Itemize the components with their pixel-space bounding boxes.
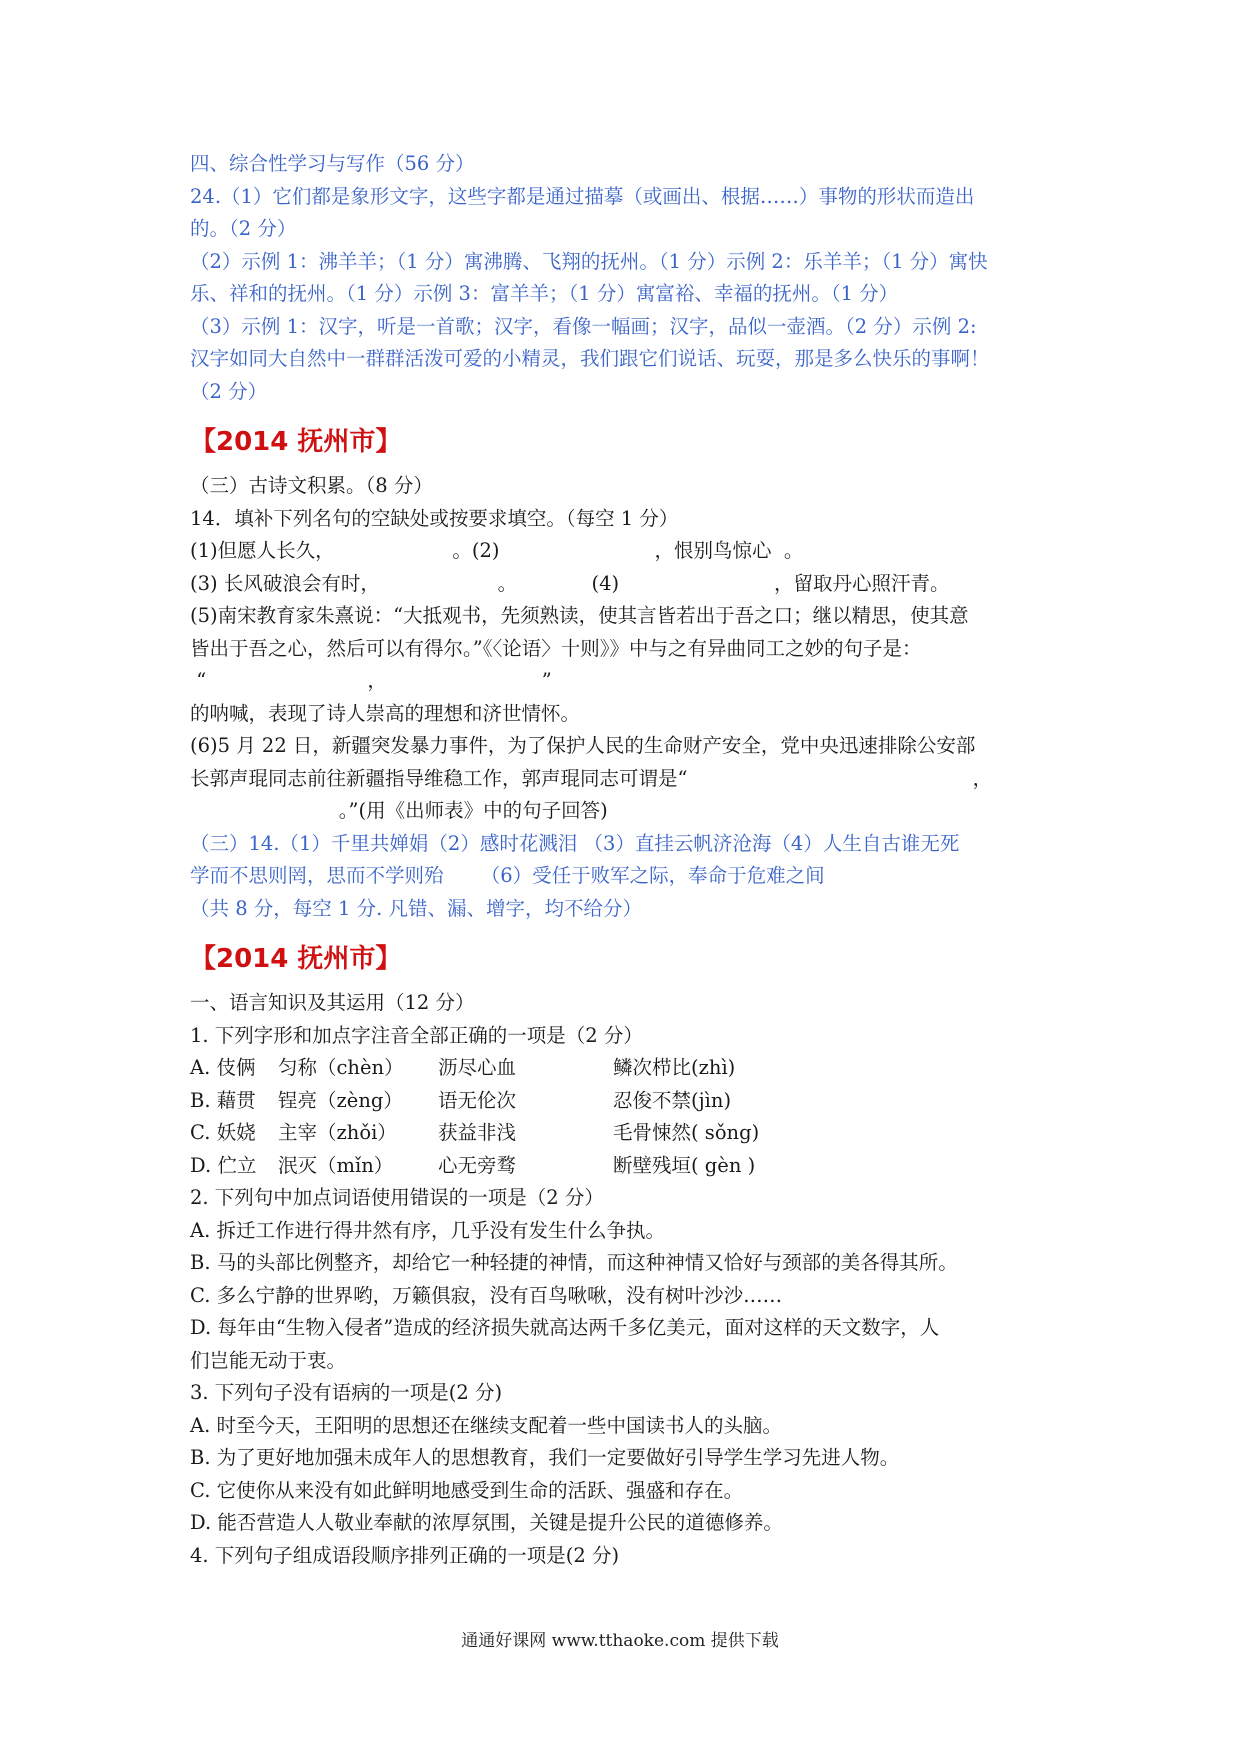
option-row xyxy=(190,1150,1060,1183)
question-line: (3) 长风破浪会有时， 。 (4) ，留取丹心照汗青。 xyxy=(190,571,950,595)
page-footer: 通通好课网 www.tthaoke.com 提供下载 xyxy=(461,1631,779,1651)
option-cell: 心无旁骛 xyxy=(438,1153,517,1177)
answer-line: （3）示例 1：汉字，听是一首歌；汉字，看像一幅画；汉字，品似一壶酒。（2 分）示例 2: xyxy=(190,314,977,338)
option-cell: 语无伦次 xyxy=(438,1088,517,1112)
question-line: 。”(用《出师表》中的句子回答) xyxy=(190,799,608,822)
question-line: 长郭声琨同志前往新疆指导维稳工作，郭声琨同志可谓是“ ， xyxy=(190,766,993,790)
language-section xyxy=(190,987,1060,1572)
answer-line: （三）14.（1）千里共婵娟（2）感时花溅泪 （3）直挂云帆济沧海（4）人生自古谁无死 xyxy=(190,831,960,855)
answer-line: 24.（1）它们都是象形文字，这些字都是通过描摹（或画出、根据……）事物的形状而造出 xyxy=(190,184,975,208)
option-cell: 锃亮（zèng） xyxy=(278,1088,403,1112)
option-cell: 毛骨悚然( sǒng) xyxy=(613,1121,760,1144)
question-line: B. 为了更好地加强未成年人的思想教育，我们一定要做好引导学生学习先进人物。 xyxy=(190,1446,900,1469)
option-cell: 获益非浅 xyxy=(438,1121,517,1144)
option-row xyxy=(190,1052,1060,1085)
answer-line: （共 8 分，每空 1 分. 凡错、漏、增字，均不给分） xyxy=(190,896,643,920)
question-line: D. 能否营造人人敬业奉献的浓厚氛围，关键是提升公民的道德修养。 xyxy=(190,1511,783,1534)
question-line: 们岂能无动于衷。 xyxy=(190,1348,347,1372)
question-line: C. 它使你从来没有如此鲜明地感受到生命的活跃、强盛和存在。 xyxy=(190,1478,744,1502)
option-cell: D. 伫立 xyxy=(190,1153,257,1177)
option-cell: 泯灭（mǐn） xyxy=(278,1153,394,1177)
question-line: 的呐喊，表现了诗人崇高的理想和济世情怀。 xyxy=(190,701,581,725)
question-line: B. 马的头部比例整齐，却给它一种轻捷的神情，而这种神情又恰好与颈部的美各得其所。 xyxy=(190,1251,958,1274)
section-title: （三）古诗文积累。（8 分） xyxy=(190,474,433,497)
section-heading: 四、综合性学习与写作（56 分） xyxy=(190,152,475,175)
source-heading: 【2014 抚州市】 xyxy=(190,427,402,457)
option-cell: A. 伎俩 xyxy=(190,1056,256,1079)
section-title: 一、语言知识及其运用（12 分） xyxy=(190,991,475,1014)
option-cell: 主宰（zhǒi） xyxy=(278,1121,397,1144)
answer-line: 汉字如同大自然中一群群活泼可爱的小精灵，我们跟它们说话、玩耍，那是多么快乐的事啊！ xyxy=(190,347,990,370)
option-cell: B. 藉贯 xyxy=(190,1088,256,1112)
question-line: (6)5 月 22 日，新疆突发暴力事件，为了保护人民的生命财产安全，党中央迅速排除公安部 xyxy=(190,734,976,757)
question-line: (1)但愿人长久， 。(2) ，恨别鸟惊心 。 xyxy=(190,539,804,562)
option-row xyxy=(190,1117,1060,1150)
option-cell: 匀称（chèn） xyxy=(278,1056,404,1079)
option-cell: 鳞次栉比(zhì) xyxy=(613,1056,736,1079)
poetry-section xyxy=(190,470,1060,925)
answers-section-24 xyxy=(190,148,1060,408)
option-cell: 断壁残垣( gèn ) xyxy=(613,1153,756,1177)
question-line: 2. 下列句中加点词语使用错误的一项是（2 分） xyxy=(190,1186,604,1209)
answer-line: （2 分） xyxy=(190,379,268,403)
question-line: C. 多么宁静的世界哟，万籁俱寂，没有百鸟啾啾，没有树叶沙沙…… xyxy=(190,1283,783,1307)
option-cell: 沥尽心血 xyxy=(438,1056,517,1079)
question-line: 4. 下列句子组成语段顺序排列正确的一项是(2 分) xyxy=(190,1543,620,1567)
question-line: 14．填补下列名句的空缺处或按要求填空。（每空 1 分） xyxy=(190,506,679,530)
document-page xyxy=(190,148,1060,1572)
answer-line: 的。（2 分） xyxy=(190,217,297,240)
question-line: D. 每年由“生物入侵者”造成的经济损失就高达两千多亿美元，面对这样的天文数字，人 xyxy=(190,1316,940,1339)
question-line: A. 时至今天，王阳明的思想还在继续支配着一些中国读书人的头脑。 xyxy=(190,1413,782,1437)
option-cell: C. 妖娆 xyxy=(190,1121,256,1144)
question-line: 3. 下列句子没有语病的一项是(2 分) xyxy=(190,1381,503,1404)
source-heading: 【2014 抚州市】 xyxy=(190,944,402,974)
option-cell: 忍俊不禁(jìn) xyxy=(613,1088,732,1112)
answer-line: 乐、祥和的抚州。（1 分）示例 3：富羊羊；（1 分）寓富裕、幸福的抚州。（1 分） xyxy=(190,282,899,305)
answer-line: （2）示例 1：沸羊羊；（1 分）寓沸腾、飞翔的抚州。（1 分）示例 2：乐羊羊；（1 分）寓快 xyxy=(190,249,988,273)
question-line: (5)南宋教育家朱熹说：“大抵观书，先须熟读，使其言皆若出于吾之口；继以精思，使其意 xyxy=(190,604,969,627)
answer-line: 学而不思则罔，思而不学则殆 （6）受任于败军之际，奉命于危难之间 xyxy=(190,864,825,887)
question-line: 皆出于吾之心，然后可以有得尔。”《〈论语〉十则》》中与之有异曲同工之妙的句子是： xyxy=(190,636,922,660)
question-line: A. 拆迁工作进行得井然有序，几乎没有发生什么争执。 xyxy=(190,1218,665,1242)
question-line: 1. 下列字形和加点字注音全部正确的一项是（2 分） xyxy=(190,1023,643,1047)
question-line: “ ， ” xyxy=(190,669,552,692)
option-row xyxy=(190,1085,1060,1118)
